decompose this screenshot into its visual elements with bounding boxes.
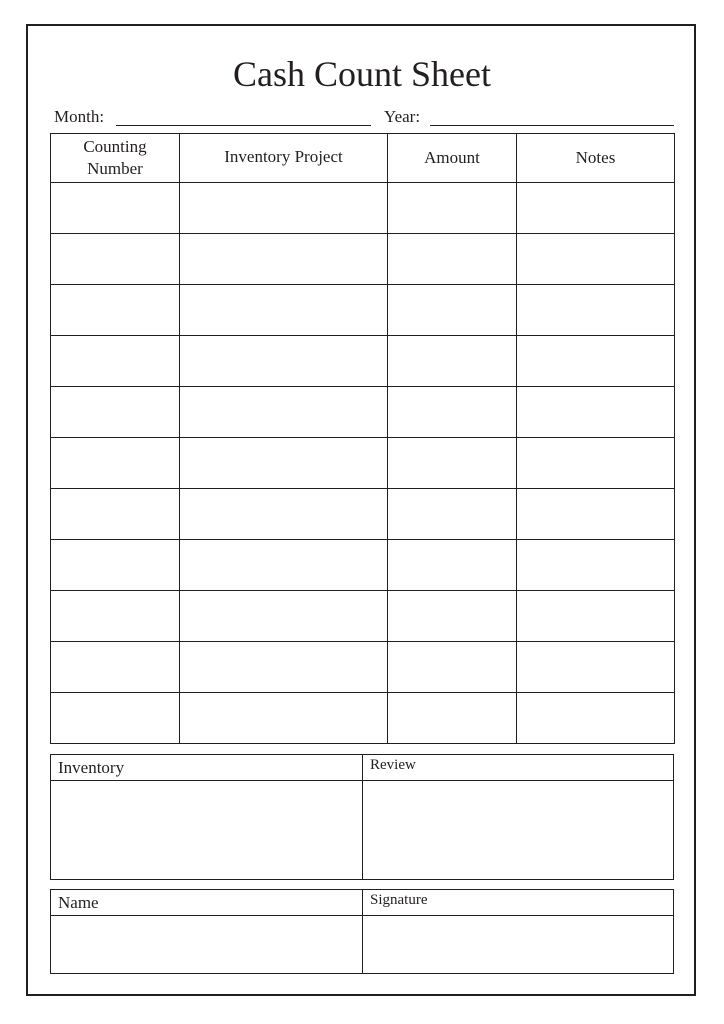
table-row (51, 642, 675, 693)
page-title: Cash Count Sheet (233, 54, 491, 94)
counting-number-cell[interactable] (51, 234, 180, 285)
table-row (51, 591, 675, 642)
notes-cell[interactable] (517, 387, 675, 438)
table-row (51, 693, 675, 744)
name-signature-box (50, 889, 674, 974)
count-table (50, 133, 675, 744)
notes-cell[interactable] (517, 540, 675, 591)
amount-cell[interactable] (388, 183, 517, 234)
name-entry-area[interactable] (51, 916, 362, 973)
inventory-review-box (50, 754, 674, 880)
counting-number-cell[interactable] (51, 489, 180, 540)
table-row (51, 285, 675, 336)
review-section (363, 755, 673, 879)
notes-cell[interactable] (517, 693, 675, 744)
inventory-project-cell[interactable] (180, 234, 388, 285)
name-section (51, 890, 363, 973)
month-year-row (54, 106, 674, 128)
counting-number-cell[interactable] (51, 183, 180, 234)
amount-cell[interactable] (388, 285, 517, 336)
table-header-row (51, 134, 675, 183)
inventory-project-cell[interactable] (180, 693, 388, 744)
review-label: Review (370, 757, 416, 773)
inventory-section (51, 755, 363, 879)
counting-number-cell[interactable] (51, 285, 180, 336)
counting-number-cell[interactable] (51, 387, 180, 438)
counting-number-cell[interactable] (51, 438, 180, 489)
counting-number-cell[interactable] (51, 642, 180, 693)
inventory-project-cell[interactable] (180, 438, 388, 489)
inventory-project-cell[interactable] (180, 285, 388, 336)
year-input-line[interactable] (430, 125, 674, 126)
notes-cell[interactable] (517, 489, 675, 540)
amount-cell[interactable] (388, 489, 517, 540)
table-row (51, 387, 675, 438)
inventory-entry-area[interactable] (51, 781, 362, 879)
signature-section (363, 890, 673, 973)
inventory-project-cell[interactable] (180, 540, 388, 591)
table-row (51, 336, 675, 387)
year-label: Year: (384, 107, 421, 126)
inventory-header (51, 755, 362, 781)
review-entry-area[interactable] (363, 781, 673, 879)
inventory-project-cell[interactable] (180, 183, 388, 234)
amount-cell[interactable] (388, 336, 517, 387)
counting-number-cell[interactable] (51, 591, 180, 642)
header-project-label: Inventory Project (224, 147, 343, 166)
notes-cell[interactable] (517, 642, 675, 693)
table-body (51, 183, 675, 744)
amount-cell[interactable] (388, 591, 517, 642)
amount-cell[interactable] (388, 438, 517, 489)
amount-cell[interactable] (388, 693, 517, 744)
table-row (51, 489, 675, 540)
notes-cell[interactable] (517, 591, 675, 642)
notes-cell[interactable] (517, 438, 675, 489)
notes-cell[interactable] (517, 336, 675, 387)
month-label: Month: (54, 107, 105, 126)
signature-entry-area[interactable] (363, 916, 673, 973)
inventory-project-cell[interactable] (180, 489, 388, 540)
inventory-project-cell[interactable] (180, 336, 388, 387)
header-notes (517, 134, 675, 183)
review-header (363, 755, 673, 781)
header-counting-line2: Number (87, 159, 143, 178)
counting-number-cell[interactable] (51, 540, 180, 591)
name-label: Name (58, 893, 99, 912)
table-row (51, 234, 675, 285)
amount-cell[interactable] (388, 642, 517, 693)
amount-cell[interactable] (388, 234, 517, 285)
header-notes-label: Notes (575, 148, 616, 167)
header-amount-label: Amount (424, 148, 480, 167)
header-counting-line1: Counting (83, 137, 147, 156)
signature-header (363, 890, 673, 916)
notes-cell[interactable] (517, 285, 675, 336)
inventory-label: Inventory (58, 758, 125, 777)
table-row (51, 540, 675, 591)
inventory-project-cell[interactable] (180, 591, 388, 642)
header-counting-number (51, 134, 180, 183)
notes-cell[interactable] (517, 183, 675, 234)
notes-cell[interactable] (517, 234, 675, 285)
amount-cell[interactable] (388, 387, 517, 438)
counting-number-cell[interactable] (51, 693, 180, 744)
table-row (51, 438, 675, 489)
counting-number-cell[interactable] (51, 336, 180, 387)
amount-cell[interactable] (388, 540, 517, 591)
signature-label: Signature (370, 892, 428, 908)
month-input-line[interactable] (116, 125, 371, 126)
table-row (51, 183, 675, 234)
inventory-project-cell[interactable] (180, 642, 388, 693)
name-header (51, 890, 362, 916)
header-amount (388, 134, 517, 183)
header-inventory-project (180, 134, 388, 183)
inventory-project-cell[interactable] (180, 387, 388, 438)
